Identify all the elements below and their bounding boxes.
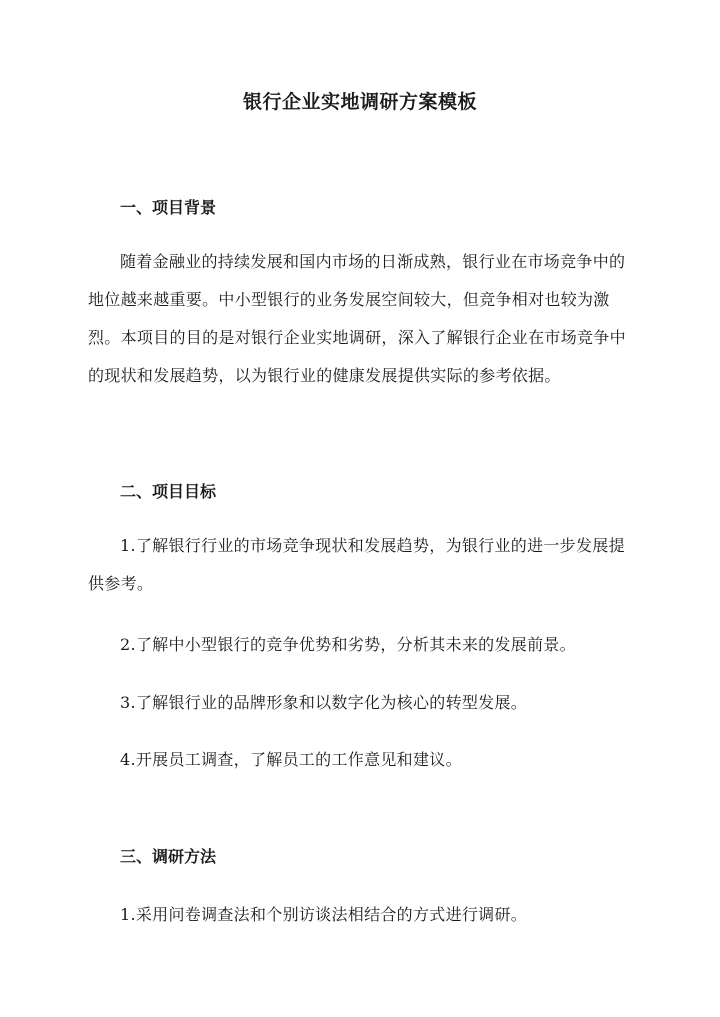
section-heading-background: 一、项目背景 xyxy=(120,198,217,217)
document-title: 银行企业实地调研方案模板 xyxy=(242,91,477,113)
section-heading-goals: 二、项目目标 xyxy=(120,482,217,501)
list-item: 1.了解银行行业的市场竞争现状和发展趋势，为银行业的进一步发展提供参考。 xyxy=(88,536,625,593)
list-item: 2.了解中小型银行的竞争优势和劣势，分析其未来的发展前景。 xyxy=(120,635,576,654)
list-item: 4.开展员工调查，了解员工的工作意见和建议。 xyxy=(120,750,462,769)
section-paragraph-background: 随着金融业的持续发展和国内市场的日渐成熟，银行业在市场竞争中的地位越来越重要。中小型银行的业务发展空间较大，但竞争相对也较为激烈。本项目的目的是对银行企业实地调研，深入了解银行企业在市场竞争中的现状和发展趋势，以为银行业的健康发展提供实际的参考依据。 xyxy=(88,252,626,385)
list-item: 1.采用问卷调查法和个别访谈法相结合的方式进行调研。 xyxy=(120,905,528,924)
list-item: 3.了解银行业的品牌形象和以数字化为核心的转型发展。 xyxy=(120,693,528,712)
section-heading-methods: 三、调研方法 xyxy=(120,847,217,866)
